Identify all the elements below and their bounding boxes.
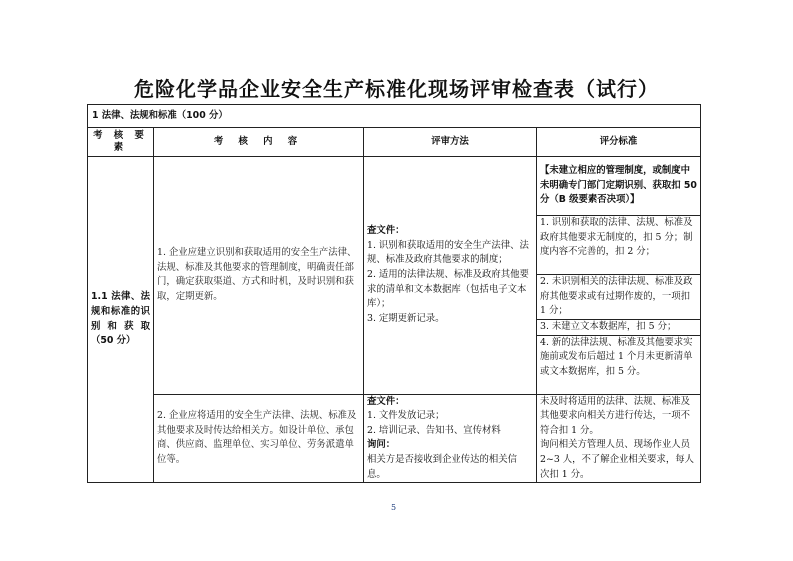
method-line: 相关方是否接收到企业传达的相关信息。 xyxy=(367,453,518,480)
content-cell: 1. 企业应建立识别和获取适用的安全生产法律、法规、标准及其他要求的管理制度，明确责任部门，确定获取渠道、方式和时机，及时识别和获取，定期更新。 xyxy=(154,157,364,395)
method-cell xyxy=(364,157,537,395)
header-row xyxy=(88,128,701,157)
criteria-item: 2. 未识别相关的法律法规、标准及政府其他要求或有过期作废的，一项扣 1 分； xyxy=(537,275,701,320)
method-label: 询问： xyxy=(367,439,396,451)
criteria-item: 未及时将适用的法律、法规、标准及其他要求向相关方进行传达，一项不符合扣 1 分。 xyxy=(540,395,691,436)
section-row xyxy=(88,105,701,128)
page-number: 5 xyxy=(391,503,397,512)
method-label: 查文件： xyxy=(367,395,405,407)
method-line: 2. 培训记录、告知书、宣传材料 xyxy=(367,424,501,436)
method-line: 3. 定期更新记录。 xyxy=(367,312,445,324)
method-label: 查文件： xyxy=(367,225,405,237)
criteria-item: 1. 识别和获取的法律、法规、标准及政府其他要求无制度的，扣 5 分；制度内容不完善的，扣 2 分； xyxy=(537,216,701,275)
header-method: 评审方法 xyxy=(364,128,537,157)
section-title: 1 法律、法规和标准（100 分） xyxy=(88,105,701,128)
method-cell xyxy=(364,394,537,483)
criteria-item: 3. 未建立文本数据库，扣 5 分； xyxy=(537,320,701,336)
header-content: 考 核 内 容 xyxy=(154,128,364,157)
method-line: 1. 识别和获取适用的安全生产法律、法规、标准及政府其他要求的制度； xyxy=(367,239,529,266)
element-cell: 1.1 法律、法规和标准的识别和获取（50 分） xyxy=(88,157,154,483)
evaluation-checklist-table xyxy=(87,104,701,483)
header-element: 考 核 要 素 xyxy=(88,128,154,157)
table-row xyxy=(88,157,701,216)
criteria-item: 4. 新的法律法规、标准及其他要求实施前或发布后超过 1 个月未更新清单或文本数据库，扣 5 分。 xyxy=(537,335,701,394)
criteria-cell xyxy=(537,394,701,483)
content-cell: 2. 企业应将适用的安全生产法律、法规、标准及其他要求及时传达给相关方。如设计单位、承包商、供应商、监理单位、实习单位、劳务派遣单位等。 xyxy=(154,394,364,483)
criteria-veto: 【未建立相应的管理制度，或制度中未明确专门部门定期识别、获取扣 50 分（B 级要素否决项）】 xyxy=(537,157,701,216)
header-criteria: 评分标准 xyxy=(537,128,701,157)
page-title: 危险化学品企业安全生产标准化现场评审检查表（试行） xyxy=(134,77,659,101)
criteria-item: 询问相关方管理人员、现场作业人员 2~3 人，不了解企业相关要求，每人次扣 1 分。 xyxy=(540,439,695,480)
method-line: 1. 文件发放记录； xyxy=(367,410,445,422)
method-line: 2. 适用的法律法规、标准及政府其他要求的清单和文本数据库（包括电子文本库）； xyxy=(367,269,529,310)
